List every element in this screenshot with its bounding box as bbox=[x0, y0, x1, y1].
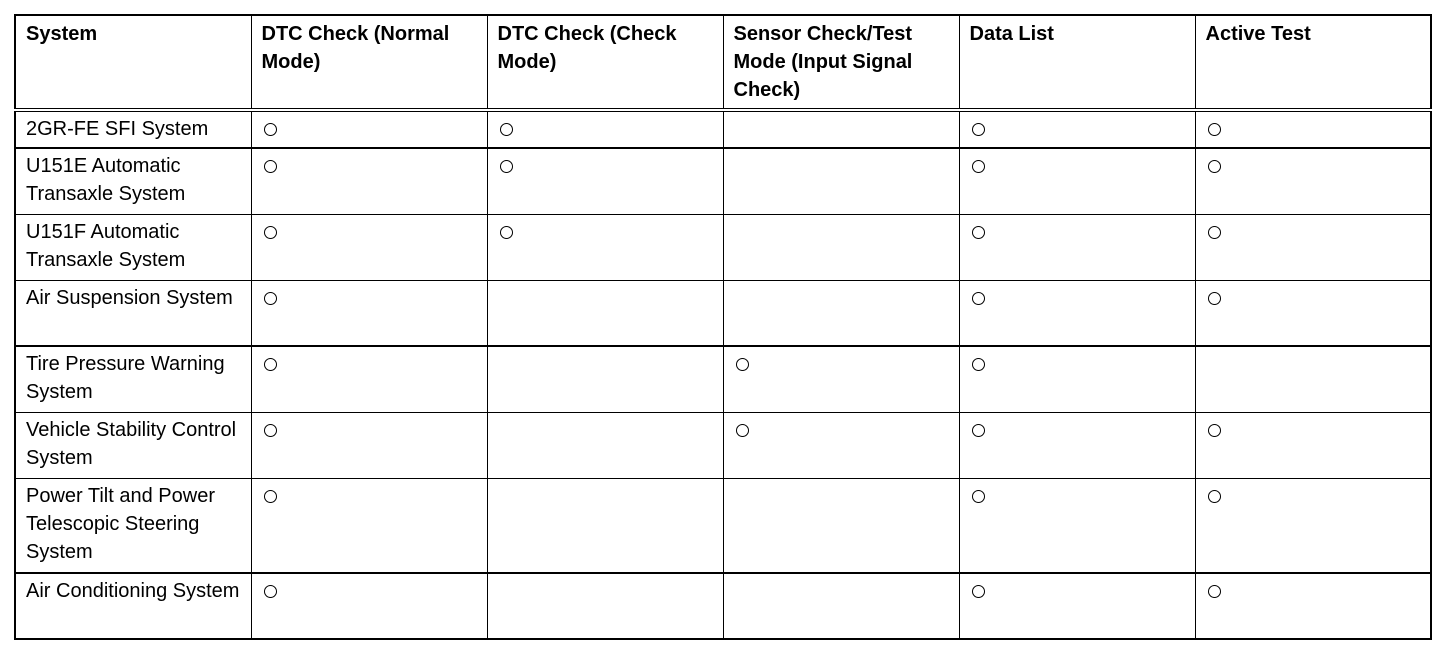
circle-icon bbox=[500, 123, 513, 136]
circle-icon bbox=[1208, 585, 1221, 598]
circle-icon bbox=[972, 123, 985, 136]
cell-support-3 bbox=[959, 412, 1195, 478]
cell-support-0 bbox=[251, 346, 487, 412]
cell-support-2 bbox=[723, 573, 959, 639]
table-row bbox=[15, 280, 1431, 346]
circle-icon bbox=[736, 424, 749, 437]
table-row bbox=[15, 110, 1431, 148]
cell-system-name: 2GR-FE SFI System bbox=[15, 110, 251, 148]
cell-support-0 bbox=[251, 573, 487, 639]
cell-support-1 bbox=[487, 110, 723, 148]
cell-support-2 bbox=[723, 412, 959, 478]
table-row bbox=[15, 346, 1431, 412]
table-row bbox=[15, 148, 1431, 214]
cell-support-3 bbox=[959, 346, 1195, 412]
circle-icon bbox=[264, 585, 277, 598]
cell-support-0 bbox=[251, 110, 487, 148]
cell-support-4 bbox=[1195, 478, 1431, 573]
circle-icon bbox=[1208, 490, 1221, 503]
table-row bbox=[15, 573, 1431, 639]
circle-icon bbox=[972, 585, 985, 598]
cell-system-name: Air Suspension System bbox=[15, 280, 251, 346]
cell-support-1 bbox=[487, 280, 723, 346]
circle-icon bbox=[972, 226, 985, 239]
circle-icon bbox=[736, 358, 749, 371]
circle-icon bbox=[500, 226, 513, 239]
cell-support-0 bbox=[251, 412, 487, 478]
cell-support-1 bbox=[487, 412, 723, 478]
circle-icon bbox=[264, 160, 277, 173]
table-row bbox=[15, 478, 1431, 573]
header-active-test: Active Test bbox=[1195, 15, 1431, 110]
header-system: System bbox=[15, 15, 251, 110]
diagnostic-functions-table bbox=[14, 14, 1432, 640]
cell-support-2 bbox=[723, 148, 959, 214]
circle-icon bbox=[1208, 226, 1221, 239]
cell-system-name: Power Tilt and Power Telescopic Steering System bbox=[15, 478, 251, 573]
circle-icon bbox=[1208, 160, 1221, 173]
circle-icon bbox=[972, 358, 985, 371]
table-row bbox=[15, 412, 1431, 478]
header-sensor-check: Sensor Check/Test Mode (Input Signal Check) bbox=[723, 15, 959, 110]
circle-icon bbox=[972, 490, 985, 503]
cell-support-1 bbox=[487, 148, 723, 214]
cell-support-2 bbox=[723, 478, 959, 573]
cell-support-4 bbox=[1195, 214, 1431, 280]
cell-support-3 bbox=[959, 573, 1195, 639]
circle-icon bbox=[972, 292, 985, 305]
circle-icon bbox=[1208, 292, 1221, 305]
cell-support-1 bbox=[487, 214, 723, 280]
table-body bbox=[15, 110, 1431, 639]
cell-support-4 bbox=[1195, 280, 1431, 346]
circle-icon bbox=[500, 160, 513, 173]
cell-system-name: Vehicle Stability Control System bbox=[15, 412, 251, 478]
circle-icon bbox=[264, 292, 277, 305]
cell-support-3 bbox=[959, 110, 1195, 148]
cell-support-2 bbox=[723, 280, 959, 346]
circle-icon bbox=[972, 160, 985, 173]
cell-system-name: Air Conditioning System bbox=[15, 573, 251, 639]
cell-support-3 bbox=[959, 280, 1195, 346]
cell-support-2 bbox=[723, 110, 959, 148]
cell-system-name: U151F Automatic Transaxle System bbox=[15, 214, 251, 280]
circle-icon bbox=[264, 226, 277, 239]
circle-icon bbox=[264, 123, 277, 136]
circle-icon bbox=[1208, 123, 1221, 136]
cell-support-4 bbox=[1195, 412, 1431, 478]
cell-system-name: Tire Pressure Warning System bbox=[15, 346, 251, 412]
circle-icon bbox=[972, 424, 985, 437]
cell-support-4 bbox=[1195, 148, 1431, 214]
cell-support-3 bbox=[959, 148, 1195, 214]
circle-icon bbox=[264, 358, 277, 371]
header-dtc-normal: DTC Check (Normal Mode) bbox=[251, 15, 487, 110]
cell-support-0 bbox=[251, 214, 487, 280]
cell-support-1 bbox=[487, 346, 723, 412]
cell-support-3 bbox=[959, 214, 1195, 280]
cell-support-2 bbox=[723, 346, 959, 412]
header-dtc-check: DTC Check (Check Mode) bbox=[487, 15, 723, 110]
cell-support-1 bbox=[487, 573, 723, 639]
cell-support-4 bbox=[1195, 346, 1431, 412]
circle-icon bbox=[264, 490, 277, 503]
cell-support-3 bbox=[959, 478, 1195, 573]
cell-support-0 bbox=[251, 148, 487, 214]
header-row bbox=[15, 15, 1431, 110]
cell-support-2 bbox=[723, 214, 959, 280]
table-row bbox=[15, 214, 1431, 280]
circle-icon bbox=[1208, 424, 1221, 437]
header-data-list: Data List bbox=[959, 15, 1195, 110]
cell-support-1 bbox=[487, 478, 723, 573]
cell-support-4 bbox=[1195, 110, 1431, 148]
cell-support-0 bbox=[251, 478, 487, 573]
circle-icon bbox=[264, 424, 277, 437]
cell-system-name: U151E Automatic Transaxle System bbox=[15, 148, 251, 214]
cell-support-0 bbox=[251, 280, 487, 346]
cell-support-4 bbox=[1195, 573, 1431, 639]
